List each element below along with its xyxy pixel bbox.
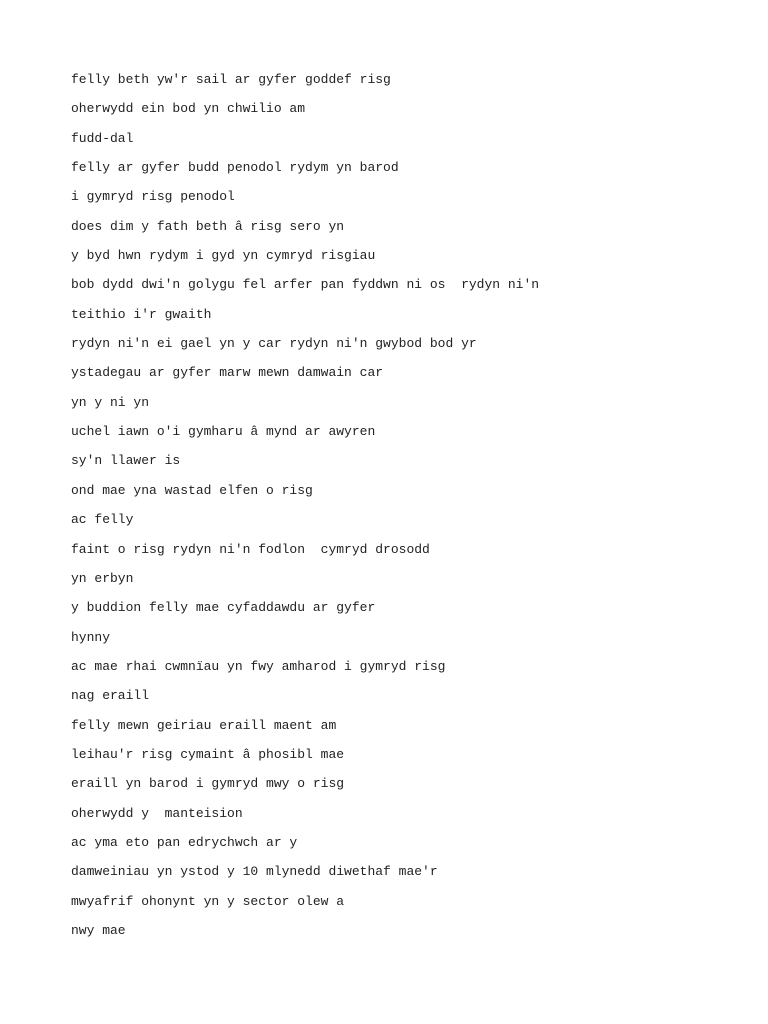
text-line: leihau'r risg cymaint â phosibl mae bbox=[71, 746, 345, 762]
text-line: ond mae yna wastad elfen o risg bbox=[71, 482, 313, 498]
text-line: yn y ni yn bbox=[71, 394, 150, 410]
text-line: uchel iawn o'i gymharu â mynd ar awyren bbox=[71, 424, 376, 440]
transcript-text bbox=[71, 71, 539, 951]
text-line: eraill yn barod i gymryd mwy o risg bbox=[71, 776, 345, 792]
text-line: y byd hwn rydym i gyd yn cymryd risgiau bbox=[71, 248, 376, 264]
text-line: ac yma eto pan edrychwch ar y bbox=[71, 834, 298, 850]
text-line: felly mewn geiriau eraill maent am bbox=[71, 717, 337, 733]
text-line: damweiniau yn ystod y 10 mlynedd diwethaf mae'r bbox=[71, 864, 438, 880]
text-line: hynny bbox=[71, 629, 111, 645]
text-line: ac mae rhai cwmnïau yn fwy amharod i gymryd risg bbox=[71, 658, 446, 674]
text-line: fudd-dal bbox=[71, 130, 134, 146]
text-line: y buddion felly mae cyfaddawdu ar gyfer bbox=[71, 600, 376, 616]
text-line: mwyafrif ohonynt yn y sector olew a bbox=[71, 893, 345, 909]
text-line: oherwydd y manteision bbox=[71, 805, 243, 821]
text-line: felly beth yw'r sail ar gyfer goddef risg bbox=[71, 72, 391, 87]
text-line: rydyn ni'n ei gael yn y car rydyn ni'n gwybod bod yr bbox=[71, 336, 477, 352]
text-line: felly ar gyfer budd penodol rydym yn barod bbox=[71, 160, 399, 176]
text-line: does dim y fath beth â risg sero yn bbox=[71, 218, 345, 234]
text-line: faint o risg rydyn ni'n fodlon cymryd drosodd bbox=[71, 541, 430, 557]
text-line: sy'n llawer is bbox=[71, 453, 181, 469]
text-line: oherwydd ein bod yn chwilio am bbox=[71, 101, 306, 117]
text-line: i gymryd risg penodol bbox=[71, 189, 235, 205]
text-line: ystadegau ar gyfer marw mewn damwain car bbox=[71, 365, 384, 381]
text-line: nag eraill bbox=[71, 688, 150, 704]
text-line: teithio i'r gwaith bbox=[71, 306, 212, 322]
text-line: nwy mae bbox=[71, 922, 126, 938]
text-line: ac felly bbox=[71, 512, 134, 528]
text-line: bob dydd dwi'n golygu fel arfer pan fyddwn ni os rydyn ni'n bbox=[71, 277, 540, 293]
text-line: yn erbyn bbox=[71, 570, 134, 586]
